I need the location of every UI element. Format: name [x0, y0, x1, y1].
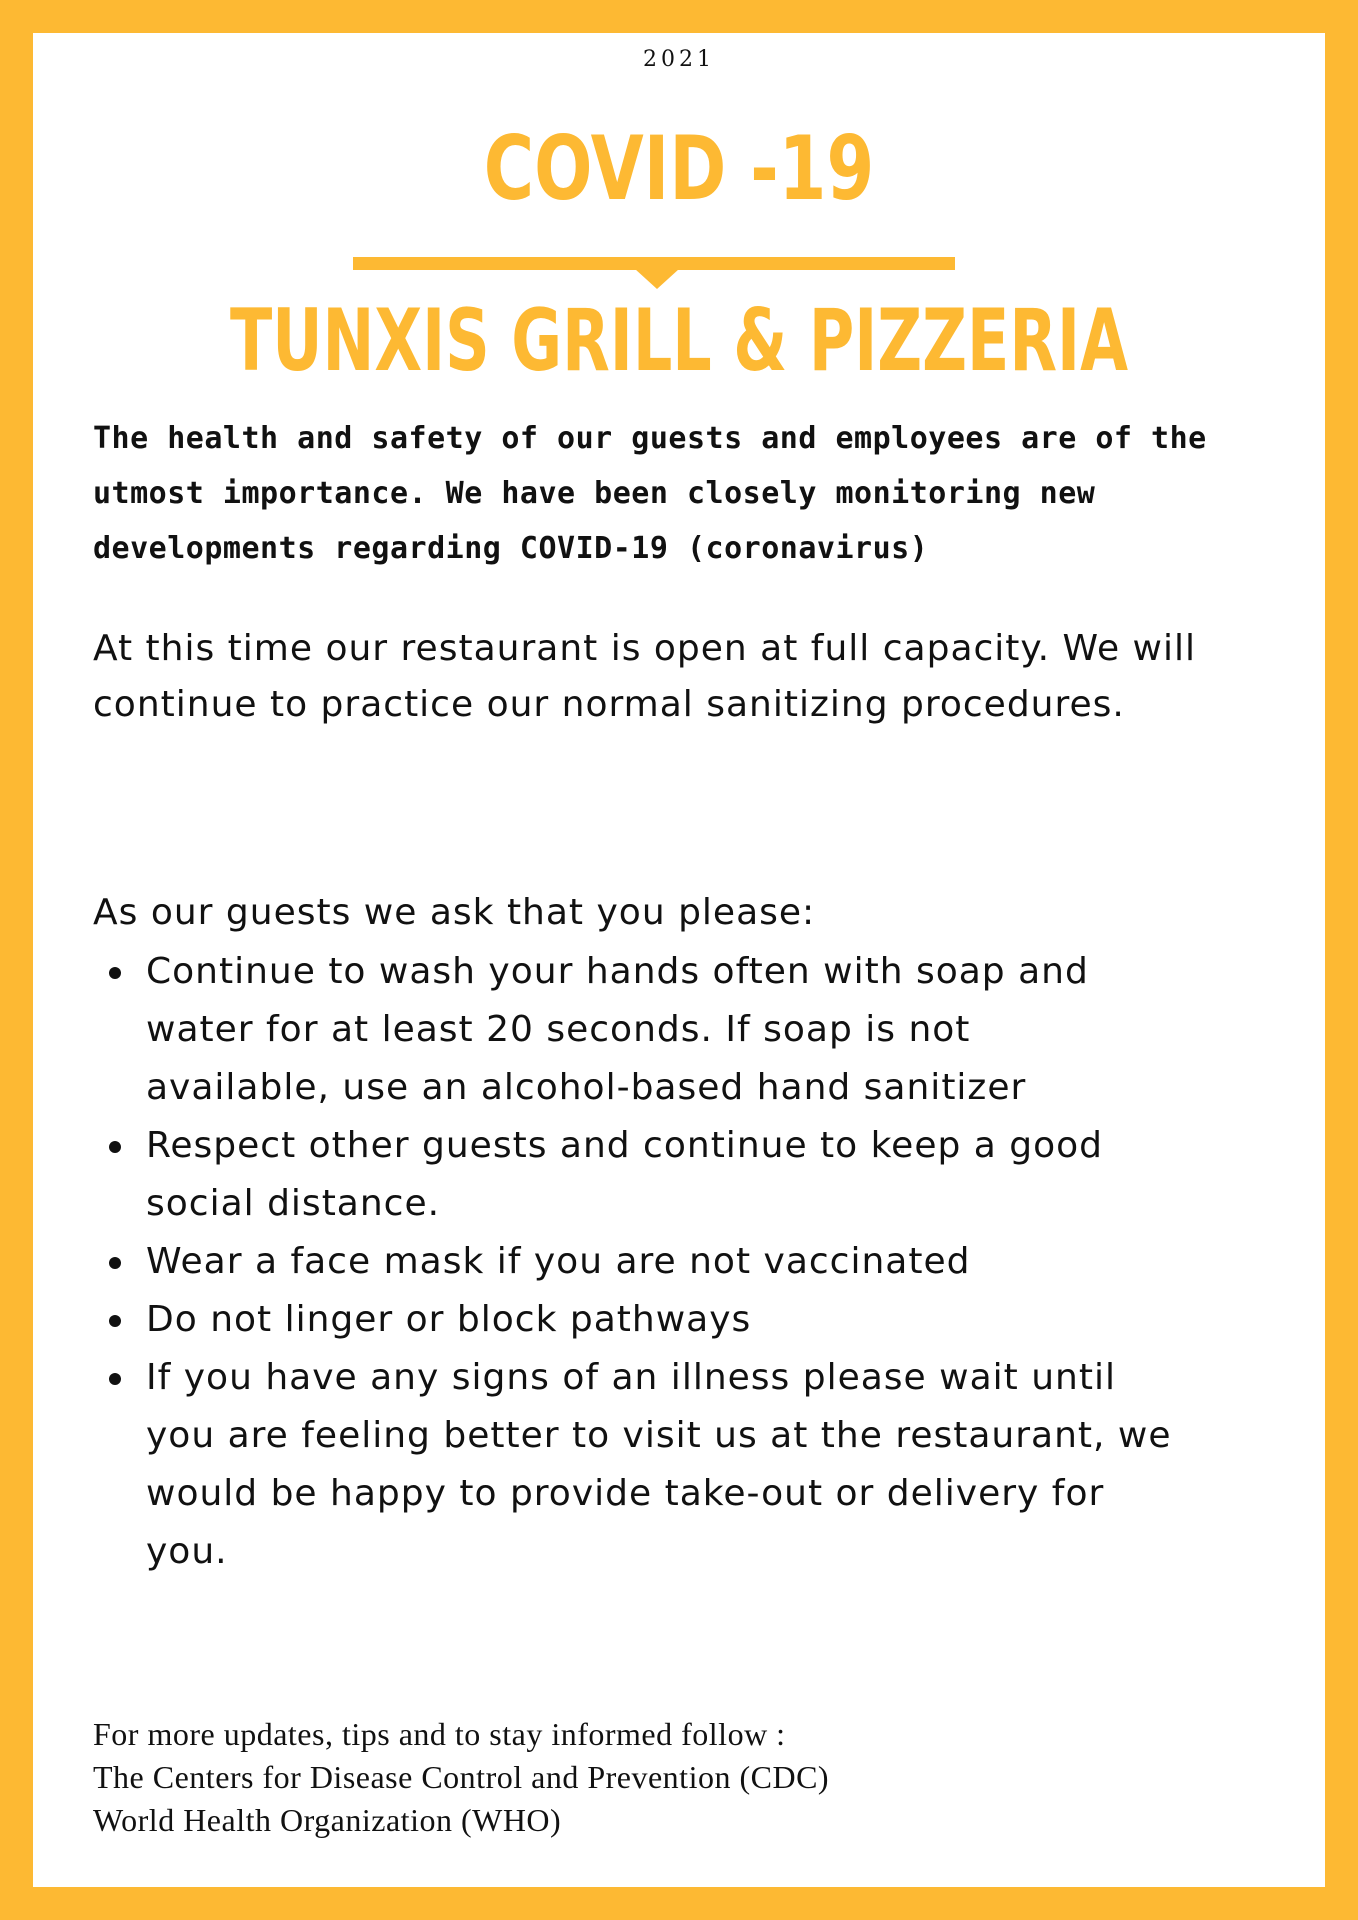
list-item [93, 1349, 1313, 1581]
footer-references [93, 1713, 829, 1842]
list-item-line: you. [146, 1531, 228, 1572]
year-label: 2021 [643, 47, 715, 72]
restaurant-name: TUNXIS GRILL & PIZZERIA [230, 291, 1128, 391]
intro-paragraph [93, 411, 1293, 576]
list-item-line: Respect other guests and continue to keep a good [146, 1125, 1104, 1166]
status-paragraph [93, 621, 1313, 733]
intro-line: developments regarding COVID-19 (coronavirus) [93, 531, 929, 566]
footer-line: For more updates, tips and to stay informed follow : [93, 1716, 786, 1752]
requests-heading: As our guests we ask that you please: [93, 892, 816, 933]
list-item-line: would be happy to provide take-out or delivery for [146, 1473, 1105, 1514]
status-line: At this time our restaurant is open at full capacity. We will [93, 628, 1196, 669]
divider-pointer-icon [635, 269, 679, 289]
list-item-line: If you have any signs of an illness please wait until [146, 1357, 1116, 1398]
list-item-line: Continue to wash your hands often with soap and [146, 951, 1089, 992]
list-item-line: available, use an alcohol-based hand sanitizer [146, 1067, 1027, 1108]
list-item-line: you are feeling better to visit us at the restaurant, we [146, 1415, 1172, 1456]
list-item [93, 943, 1313, 1117]
list-item-line: Do not linger or block pathways [146, 1299, 752, 1340]
intro-line: The health and safety of our guests and employees are of the [93, 421, 1207, 456]
intro-line: utmost importance. We have been closely monitoring new [93, 476, 1096, 511]
status-line: continue to practice our normal sanitizing procedures. [93, 684, 1125, 725]
requests-list [93, 943, 1313, 1581]
flyer-card [33, 33, 1325, 1887]
flyer-title: COVID -19 [483, 117, 875, 220]
footer-line-who: World Health Organization (WHO) [93, 1802, 562, 1838]
list-item [93, 1233, 1313, 1291]
footer-line-cdc: The Centers for Disease Control and Prevention (CDC) [93, 1759, 830, 1795]
list-item-line: social distance. [146, 1183, 441, 1224]
list-item-line: water for at least 20 seconds. If soap is not [146, 1009, 971, 1050]
list-item [93, 1117, 1313, 1233]
list-item-line: Wear a face mask if you are not vaccinated [146, 1241, 971, 1282]
list-item [93, 1291, 1313, 1349]
